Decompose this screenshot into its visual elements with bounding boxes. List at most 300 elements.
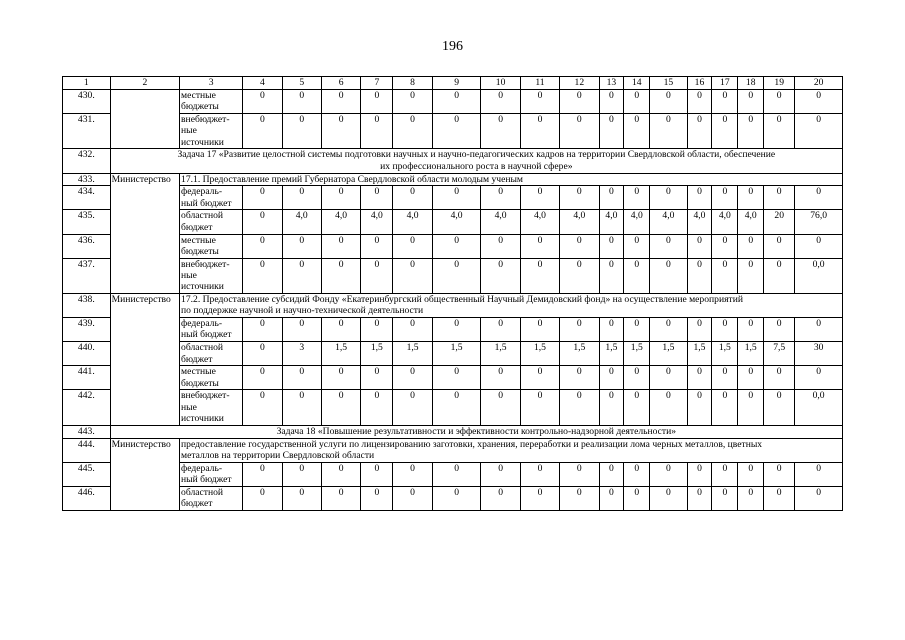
value-cell: 0 [321, 258, 360, 293]
value-cell: 0 [650, 366, 687, 390]
value-cell: 0 [560, 390, 599, 425]
value-cell: 1,5 [738, 342, 764, 366]
cell-line: ные [181, 269, 197, 281]
value-cell: 0 [321, 234, 360, 258]
value-cell: 0 [481, 186, 520, 210]
value-cell: 0 [624, 258, 650, 293]
section-row [63, 294, 843, 318]
value-cell: 0 [361, 486, 393, 510]
table-row [63, 486, 843, 510]
funding-source [180, 186, 243, 210]
value-cell: 0 [243, 342, 282, 366]
cell-line: бюджет [181, 221, 213, 233]
header-cell: 19 [764, 77, 795, 90]
value-cell: 0 [599, 90, 624, 114]
header-cell: 7 [361, 77, 393, 90]
value-cell: 0 [282, 186, 321, 210]
value-cell: 0 [650, 234, 687, 258]
row-number: 441. [63, 366, 111, 390]
value-cell: 7,5 [764, 342, 795, 366]
value-cell: 0 [361, 234, 393, 258]
cell-line: областной [181, 486, 224, 498]
value-cell: 0 [432, 486, 481, 510]
value-cell: 0 [520, 390, 559, 425]
value-cell: 0 [481, 462, 520, 486]
cell-line: областной [181, 210, 224, 222]
value-cell: 0 [687, 114, 712, 149]
value-cell: 0 [560, 486, 599, 510]
value-cell: 4,0 [738, 210, 764, 234]
value-cell: 0 [712, 462, 738, 486]
value-cell: 0,0 [795, 390, 843, 425]
value-cell: 0 [432, 258, 481, 293]
value-cell: 0 [393, 486, 432, 510]
value-cell: 0 [624, 234, 650, 258]
measure-title [180, 438, 843, 462]
value-cell: 0 [687, 186, 712, 210]
value-cell: 0 [393, 366, 432, 390]
value-cell: 0 [393, 186, 432, 210]
cell-line: источники [181, 413, 224, 425]
row-number: 437. [63, 258, 111, 293]
value-cell: 0 [520, 90, 559, 114]
value-cell: 0 [764, 318, 795, 342]
funding-source [180, 90, 243, 114]
value-cell: 0 [712, 390, 738, 425]
value-cell: 0 [243, 234, 282, 258]
funding-source [180, 210, 243, 234]
cell-line: бюджеты [181, 377, 219, 389]
value-cell: 1,5 [321, 342, 360, 366]
value-cell: 0 [764, 462, 795, 486]
value-cell: 0 [361, 114, 393, 149]
cell-line: 17.2. Предоставление субсидий Фонду «Екатеринбургский общественный Научный Демидовский фонд» на осуществление мероприятий [181, 294, 743, 306]
value-cell: 4,0 [624, 210, 650, 234]
value-cell: 0 [764, 234, 795, 258]
value-cell: 4,0 [712, 210, 738, 234]
table-row [63, 462, 843, 486]
value-cell: 0 [560, 186, 599, 210]
funding-source [180, 462, 243, 486]
header-row [63, 77, 843, 90]
measure-title [180, 294, 843, 318]
value-cell: 0 [520, 186, 559, 210]
section-row [63, 173, 843, 186]
value-cell: 0 [361, 462, 393, 486]
row-number: 446. [63, 486, 111, 510]
cell-line: ные [181, 401, 197, 413]
value-cell: 0 [624, 186, 650, 210]
value-cell: 4,0 [481, 210, 520, 234]
value-cell: 4,0 [282, 210, 321, 234]
value-cell: 0 [795, 318, 843, 342]
value-cell: 0 [481, 390, 520, 425]
value-cell: 0 [599, 258, 624, 293]
cell-line: предоставление государственной услуги по лицензированию заготовки, хранения, переработки и реализации лома черных металлов, цветных [181, 438, 763, 450]
row-number: 443. [63, 425, 111, 438]
cell-line: областной [181, 342, 224, 354]
cell-line: бюджеты [181, 101, 219, 113]
value-cell: 0 [321, 318, 360, 342]
executor-cell [110, 90, 179, 149]
value-cell: 0 [687, 318, 712, 342]
row-number: 433. [63, 173, 111, 186]
value-cell: 0 [712, 318, 738, 342]
header-cell: 6 [321, 77, 360, 90]
value-cell: 0 [738, 366, 764, 390]
value-cell: 0 [712, 258, 738, 293]
value-cell: 0 [243, 486, 282, 510]
value-cell: 0 [624, 486, 650, 510]
value-cell: 0 [599, 486, 624, 510]
header-cell: 20 [795, 77, 843, 90]
funding-source [180, 234, 243, 258]
value-cell: 0 [393, 114, 432, 149]
value-cell: 0 [243, 114, 282, 149]
header-cell: 10 [481, 77, 520, 90]
value-cell: 0 [650, 462, 687, 486]
value-cell: 0 [560, 462, 599, 486]
value-cell: 0 [650, 258, 687, 293]
value-cell: 0 [650, 90, 687, 114]
value-cell: 0 [432, 366, 481, 390]
value-cell: 0 [764, 114, 795, 149]
value-cell: 0 [393, 390, 432, 425]
value-cell: 1,5 [624, 342, 650, 366]
value-cell: 0 [481, 486, 520, 510]
cell-line: их профессионального роста в научной сфере» [380, 160, 573, 172]
value-cell: 0 [738, 90, 764, 114]
value-cell: 0 [599, 366, 624, 390]
executor-cell: Министерство [110, 438, 179, 510]
value-cell: 0 [361, 90, 393, 114]
value-cell: 0 [738, 186, 764, 210]
value-cell: 4,0 [361, 210, 393, 234]
measure-title [180, 173, 843, 186]
value-cell: 0 [764, 186, 795, 210]
value-cell: 0 [282, 366, 321, 390]
value-cell: 0 [393, 90, 432, 114]
value-cell: 0 [321, 486, 360, 510]
value-cell: 0 [361, 186, 393, 210]
value-cell: 0 [560, 318, 599, 342]
value-cell: 0 [361, 318, 393, 342]
value-cell: 0 [624, 462, 650, 486]
cell-line: металлов на территории Свердловской области [181, 449, 375, 461]
value-cell: 0 [321, 114, 360, 149]
value-cell: 0 [599, 462, 624, 486]
section-row [63, 438, 843, 462]
value-cell: 0 [560, 258, 599, 293]
funding-source [180, 390, 243, 425]
value-cell: 0 [393, 318, 432, 342]
header-cell: 9 [432, 77, 481, 90]
value-cell: 0 [599, 186, 624, 210]
value-cell: 0 [599, 234, 624, 258]
value-cell: 0 [764, 258, 795, 293]
value-cell: 20 [764, 210, 795, 234]
value-cell: 0 [624, 90, 650, 114]
value-cell: 0 [243, 390, 282, 425]
value-cell: 0 [481, 318, 520, 342]
value-cell: 0 [764, 390, 795, 425]
header-cell: 15 [650, 77, 687, 90]
value-cell: 3 [282, 342, 321, 366]
task-title [110, 149, 842, 173]
row-number: 432. [63, 149, 111, 173]
table-row [63, 210, 843, 234]
funding-source [180, 342, 243, 366]
budget-table [62, 76, 843, 511]
value-cell: 0 [795, 234, 843, 258]
value-cell: 0 [361, 258, 393, 293]
value-cell: 0 [243, 366, 282, 390]
value-cell: 0 [282, 114, 321, 149]
value-cell: 0 [432, 186, 481, 210]
value-cell: 0 [432, 318, 481, 342]
value-cell: 4,0 [393, 210, 432, 234]
value-cell: 0 [481, 90, 520, 114]
value-cell: 0 [321, 90, 360, 114]
value-cell: 0 [282, 258, 321, 293]
value-cell: 0 [393, 462, 432, 486]
value-cell: 0 [738, 114, 764, 149]
value-cell: 0,0 [795, 258, 843, 293]
cell-line: внебюджет- [181, 390, 230, 402]
header-cell: 11 [520, 77, 559, 90]
header-cell: 16 [687, 77, 712, 90]
cell-line: внебюджет- [181, 258, 230, 270]
cell-line: Задача 17 «Развитие целостной системы подготовки научных и научно-педагогических кадров на территории Свердловской области, обеспечение [177, 149, 776, 161]
cell-line: ный бюджет [181, 329, 232, 341]
value-cell: 1,5 [432, 342, 481, 366]
value-cell: 0 [520, 258, 559, 293]
value-cell: 0 [795, 486, 843, 510]
value-cell: 4,0 [650, 210, 687, 234]
value-cell: 0 [481, 234, 520, 258]
cell-line: бюджеты [181, 245, 219, 257]
cell-line: федераль- [181, 186, 223, 198]
value-cell: 1,5 [393, 342, 432, 366]
value-cell: 0 [520, 318, 559, 342]
executor-cell: Министерство [110, 173, 179, 293]
value-cell: 0 [432, 114, 481, 149]
value-cell: 0 [243, 318, 282, 342]
value-cell: 0 [764, 486, 795, 510]
value-cell: 0 [282, 90, 321, 114]
value-cell: 0 [764, 366, 795, 390]
value-cell: 0 [243, 90, 282, 114]
row-number: 436. [63, 234, 111, 258]
value-cell: 0 [687, 486, 712, 510]
value-cell: 0 [738, 258, 764, 293]
cell-line: местные [181, 90, 216, 101]
value-cell: 0 [393, 258, 432, 293]
value-cell: 4,0 [432, 210, 481, 234]
funding-source [180, 366, 243, 390]
value-cell: 0 [599, 390, 624, 425]
value-cell: 0 [687, 462, 712, 486]
value-cell: 0 [650, 486, 687, 510]
value-cell: 0 [393, 234, 432, 258]
value-cell: 1,5 [712, 342, 738, 366]
value-cell: 0 [687, 366, 712, 390]
table-row [63, 390, 843, 425]
value-cell: 0 [481, 258, 520, 293]
header-cell: 14 [624, 77, 650, 90]
row-number: 434. [63, 186, 111, 210]
value-cell: 0 [282, 234, 321, 258]
task-row [63, 149, 843, 173]
page-number: 196 [442, 39, 463, 54]
value-cell: 30 [795, 342, 843, 366]
value-cell: 0 [520, 486, 559, 510]
row-number: 438. [63, 294, 111, 318]
cell-line: бюджет [181, 353, 213, 365]
value-cell: 0 [738, 234, 764, 258]
value-cell: 0 [321, 186, 360, 210]
value-cell: 4,0 [560, 210, 599, 234]
value-cell: 0 [243, 258, 282, 293]
value-cell: 0 [481, 366, 520, 390]
value-cell: 0 [321, 366, 360, 390]
value-cell: 0 [650, 390, 687, 425]
task-title [110, 425, 842, 438]
value-cell: 0 [481, 114, 520, 149]
table-row [63, 366, 843, 390]
value-cell: 0 [560, 234, 599, 258]
value-cell: 0 [624, 114, 650, 149]
value-cell: 0 [282, 318, 321, 342]
funding-source [180, 318, 243, 342]
value-cell: 76,0 [795, 210, 843, 234]
value-cell: 0 [687, 90, 712, 114]
value-cell: 0 [712, 486, 738, 510]
row-number: 442. [63, 390, 111, 425]
table-row [63, 258, 843, 293]
value-cell: 1,5 [361, 342, 393, 366]
value-cell: 0 [321, 390, 360, 425]
value-cell: 0 [243, 210, 282, 234]
table-row [63, 90, 843, 114]
value-cell: 0 [712, 90, 738, 114]
value-cell: 0 [321, 462, 360, 486]
cell-line: ные [181, 125, 197, 137]
cell-line: ный бюджет [181, 474, 232, 485]
value-cell: 1,5 [599, 342, 624, 366]
row-number: 431. [63, 114, 111, 149]
row-number: 439. [63, 318, 111, 342]
value-cell: 1,5 [520, 342, 559, 366]
cell-line: внебюджет- [181, 114, 230, 126]
value-cell: 0 [738, 462, 764, 486]
value-cell: 0 [738, 390, 764, 425]
value-cell: 0 [712, 114, 738, 149]
value-cell: 0 [520, 234, 559, 258]
row-number: 440. [63, 342, 111, 366]
table-row [63, 186, 843, 210]
value-cell: 0 [520, 462, 559, 486]
value-cell: 4,0 [520, 210, 559, 234]
value-cell: 0 [243, 186, 282, 210]
value-cell: 0 [599, 318, 624, 342]
value-cell: 1,5 [650, 342, 687, 366]
value-cell: 0 [599, 114, 624, 149]
value-cell: 0 [520, 366, 559, 390]
value-cell: 0 [687, 390, 712, 425]
value-cell: 0 [432, 390, 481, 425]
value-cell: 0 [282, 462, 321, 486]
funding-source [180, 486, 243, 510]
row-number: 444. [63, 438, 111, 462]
value-cell: 0 [687, 258, 712, 293]
header-cell: 12 [560, 77, 599, 90]
header-cell: 2 [110, 77, 179, 90]
value-cell: 1,5 [687, 342, 712, 366]
value-cell: 0 [712, 234, 738, 258]
cell-line: местные [181, 234, 216, 246]
value-cell: 0 [560, 90, 599, 114]
value-cell: 0 [624, 366, 650, 390]
value-cell: 0 [432, 234, 481, 258]
value-cell: 0 [560, 366, 599, 390]
header-cell: 5 [282, 77, 321, 90]
cell-line: местные [181, 366, 216, 378]
table-row [63, 114, 843, 149]
value-cell: 0 [243, 462, 282, 486]
cell-line: федераль- [181, 318, 223, 330]
header-cell: 18 [738, 77, 764, 90]
value-cell: 0 [687, 234, 712, 258]
value-cell: 0 [764, 90, 795, 114]
cell-line: 17.1. Предоставление премий Губернатора Свердловской области молодым ученым [181, 173, 523, 185]
value-cell: 0 [712, 366, 738, 390]
value-cell: 0 [432, 462, 481, 486]
value-cell: 1,5 [481, 342, 520, 366]
row-number: 435. [63, 210, 111, 234]
cell-line: бюджет [181, 498, 213, 510]
value-cell: 1,5 [560, 342, 599, 366]
value-cell: 0 [650, 186, 687, 210]
value-cell: 0 [361, 390, 393, 425]
value-cell: 0 [650, 318, 687, 342]
cell-line: ный бюджет [181, 197, 232, 209]
value-cell: 0 [738, 318, 764, 342]
value-cell: 0 [795, 114, 843, 149]
value-cell: 0 [282, 486, 321, 510]
value-cell: 0 [560, 114, 599, 149]
table-row [63, 318, 843, 342]
row-number: 445. [63, 462, 111, 486]
value-cell: 4,0 [599, 210, 624, 234]
value-cell: 0 [624, 318, 650, 342]
value-cell: 0 [624, 390, 650, 425]
value-cell: 4,0 [687, 210, 712, 234]
header-cell: 1 [63, 77, 111, 90]
value-cell: 0 [650, 114, 687, 149]
task-row [63, 425, 843, 438]
header-cell: 17 [712, 77, 738, 90]
header-cell: 3 [180, 77, 243, 90]
value-cell: 0 [282, 390, 321, 425]
value-cell: 0 [738, 486, 764, 510]
value-cell: 0 [795, 186, 843, 210]
value-cell: 0 [795, 90, 843, 114]
row-number: 430. [63, 90, 111, 114]
value-cell: 0 [432, 90, 481, 114]
executor-cell: Министерство [110, 294, 179, 426]
header-cell: 8 [393, 77, 432, 90]
